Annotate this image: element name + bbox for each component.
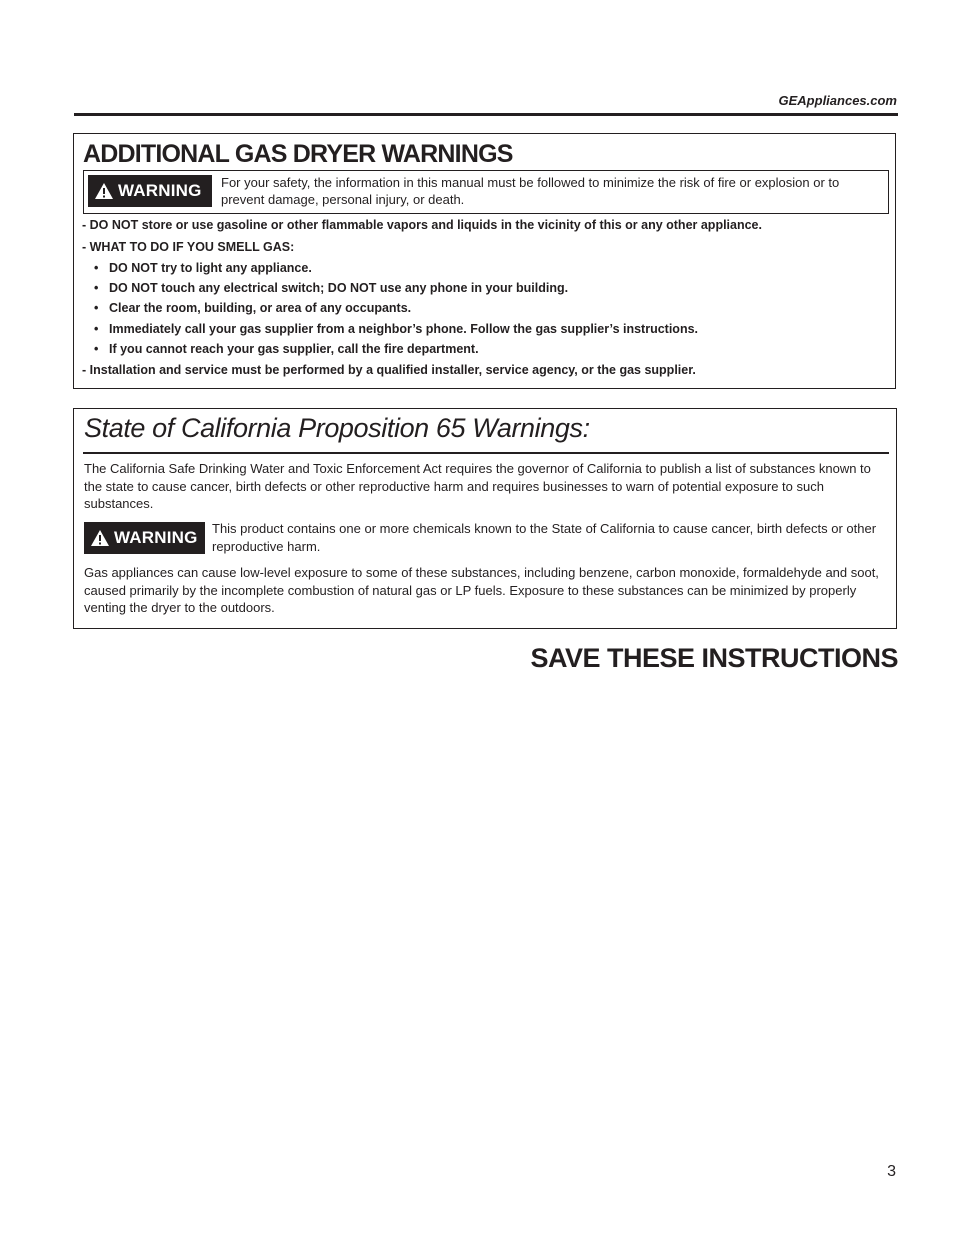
gas-warnings-box <box>73 133 896 389</box>
gas-warnings-title: ADDITIONAL GAS DRYER WARNINGS <box>83 140 513 168</box>
list-item: • Clear the room, building, or area of any occupants. <box>94 301 411 315</box>
list-item: • If you cannot reach your gas supplier, call the fire department. <box>94 342 479 356</box>
list-item: • DO NOT touch any electrical switch; DO NOT use any phone in your building. <box>94 281 568 295</box>
warning-triangle-icon <box>90 529 110 547</box>
warning-badge <box>84 522 205 554</box>
warning-badge-label: WARNING <box>118 181 202 200</box>
prop65-warning-text: This product contains one or more chemicals known to the State of California to cause cancer, birth defects or other reproductive harm. <box>212 521 877 554</box>
prop65-title: State of California Proposition 65 Warnings: <box>84 413 590 443</box>
smell-gas-heading: - WHAT TO DO IF YOU SMELL GAS: <box>82 240 295 254</box>
list-item: • DO NOT try to light any appliance. <box>94 261 312 275</box>
warning-triangle-icon <box>94 182 114 200</box>
list-item: • Immediately call your gas supplier from a neighbor’s phone. Follow the gas supplier’s instructions. <box>94 322 698 336</box>
prop65-intro: The California Safe Drinking Water and Toxic Enforcement Act requires the governor of California to publish a list of substances known to the state to cause cancer, birth defects or other reproductive harm and requires businesses to warn of potential exposure to such substances. <box>84 461 871 511</box>
safety-warning-text: For your safety, the information in this manual must be followed to minimize the risk of fire or explosion or to prevent damage, personal injury, or death. <box>221 175 840 207</box>
flammable-vapors-line: - DO NOT store or use gasoline or other flammable vapors and liquids in the vicinity of this or any other appliance. <box>82 218 762 232</box>
page-number: 3 <box>887 1163 896 1180</box>
prop65-title-rule <box>83 452 889 454</box>
header-rule <box>74 113 898 116</box>
prop65-box <box>73 408 897 629</box>
installation-line: - Installation and service must be performed by a qualified installer, service agency, or the gas supplier. <box>82 363 696 377</box>
warning-badge-label: WARNING <box>114 528 198 547</box>
safety-warning-row <box>83 170 889 214</box>
save-instructions-heading: SAVE THESE INSTRUCTIONS <box>530 643 898 673</box>
site-url: GEAppliances.com <box>778 93 897 108</box>
prop65-gas-text: Gas appliances can cause low-level exposure to some of these substances, including benzene, carbon monoxide, formaldehyde and soot, caused primarily by the incomplete combustion of natural gas or LP fuels. Exposure to these substances can be minimized by properly venting the dryer to the outdoors. <box>84 565 879 615</box>
warning-badge <box>88 175 212 207</box>
